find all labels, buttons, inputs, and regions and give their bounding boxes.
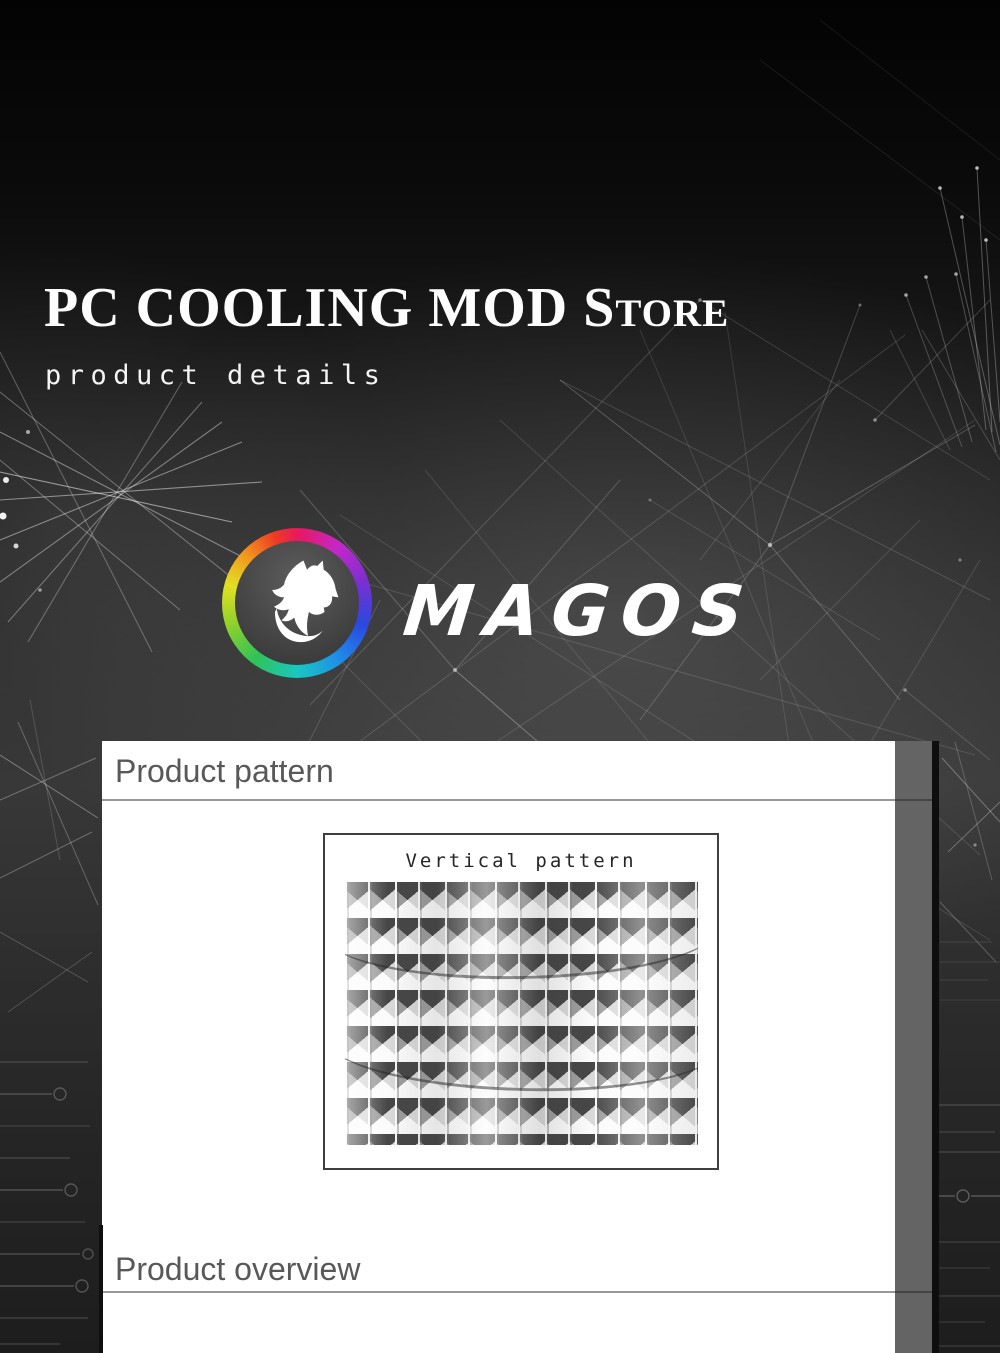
pattern-figure-caption: Vertical pattern	[405, 850, 637, 872]
divider-shadow-segment	[895, 1291, 932, 1293]
pattern-figure	[323, 833, 719, 1170]
web-node-dots	[319, 298, 962, 761]
page-subtitle: product details	[45, 360, 387, 391]
circuit-traces-right	[938, 942, 1000, 1346]
circuit-traces-left	[0, 1062, 93, 1344]
brand-logo	[222, 528, 372, 678]
horse-head-icon	[251, 555, 343, 652]
diamond-texture-swatch	[345, 882, 698, 1145]
card-lower-left-border	[99, 1225, 103, 1353]
left-flare-dots	[0, 430, 42, 592]
product-card	[102, 741, 895, 1353]
pattern-seam	[345, 1037, 698, 1096]
brand-logo-disc	[235, 541, 359, 665]
divider-shadow-segment	[895, 799, 932, 801]
right-column-streaks	[940, 742, 1000, 962]
divider	[102, 799, 895, 801]
brand-wordmark: MAGOS	[399, 570, 760, 652]
pattern-seam	[345, 927, 698, 983]
card-shadow-strip	[895, 741, 932, 1353]
store-title: PC COOLING MOD Store	[44, 277, 730, 339]
section-heading-product-pattern: Product pattern	[115, 753, 334, 789]
section-heading-product-overview: Product overview	[115, 1251, 361, 1287]
card-shadow-edge	[932, 741, 939, 1353]
top-right-rays	[890, 168, 1000, 460]
ray-tip-dots	[904, 166, 988, 297]
divider	[102, 1291, 895, 1293]
left-column-streaks	[0, 700, 98, 1012]
